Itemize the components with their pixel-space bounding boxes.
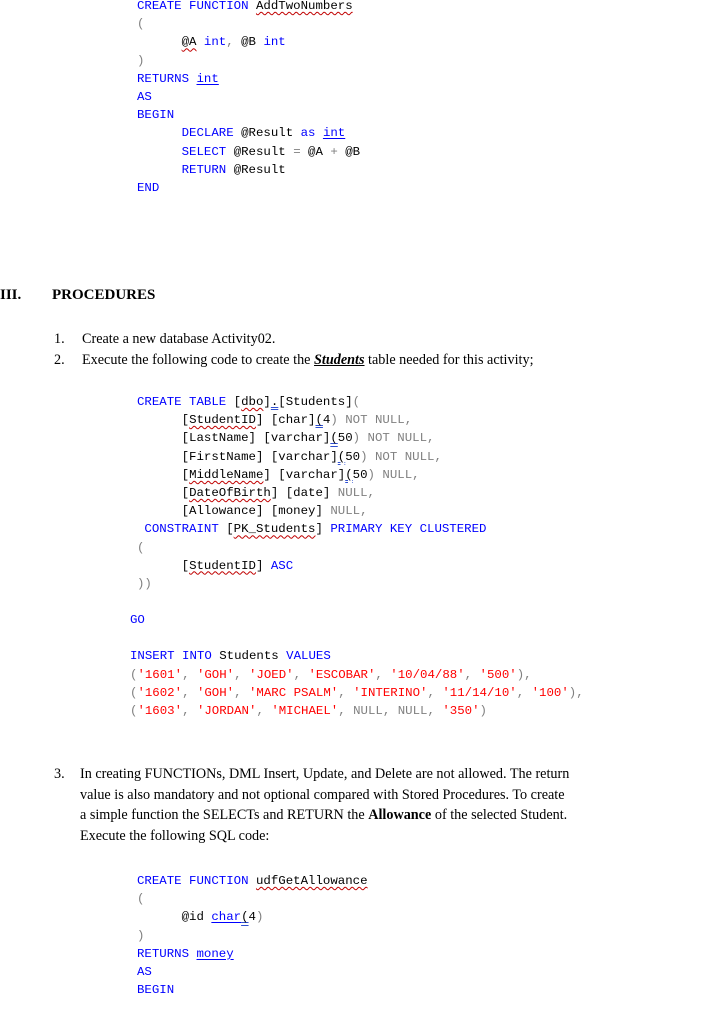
code-token: ,	[182, 667, 197, 682]
code-token: NOT NULL	[360, 431, 427, 446]
code-line	[137, 70, 360, 88]
code-token: RETURNS	[137, 946, 197, 961]
code-token: ]	[315, 522, 323, 537]
code-token: ,	[375, 667, 391, 682]
code-line	[137, 411, 487, 429]
code-token: 'JORDAN'	[196, 703, 257, 718]
code-line	[137, 502, 487, 520]
code-line	[137, 143, 360, 161]
code-line	[137, 448, 487, 466]
code-token: (	[130, 667, 138, 682]
step-2-text-before: Execute the following code to create the	[82, 352, 315, 368]
code-token: ,	[256, 703, 272, 718]
step-3-text	[80, 764, 720, 846]
code-token: @A	[181, 35, 197, 50]
step-3-line-3	[80, 805, 720, 826]
code-token: '1603'	[137, 703, 183, 718]
code-token: @B	[241, 35, 264, 50]
code-token: ASC	[263, 558, 294, 573]
students-emphasis: Students	[314, 352, 365, 368]
code-token: CREATE TABLE	[137, 395, 234, 409]
code-token: )	[360, 449, 368, 464]
code-token: (	[352, 395, 361, 409]
code-line	[130, 684, 584, 702]
code-token: as	[300, 126, 323, 141]
step-3-line-3-before: a simple function the SELECTs and RETURN the	[80, 807, 369, 823]
code-line	[137, 88, 360, 106]
code-token: [	[137, 485, 190, 500]
code-line	[130, 702, 584, 720]
code-token: ]	[263, 395, 271, 409]
code-token: BEGIN	[137, 108, 175, 123]
code-token: 50	[337, 431, 353, 446]
code-line	[137, 161, 360, 179]
code-token	[137, 126, 182, 140]
section-number: III.	[0, 287, 22, 303]
code-line	[137, 557, 487, 575]
code-line	[137, 908, 368, 926]
code-token: ] [date]	[270, 485, 331, 500]
code-line	[137, 33, 360, 51]
code-token: VALUES	[286, 649, 331, 664]
code-token: GO	[130, 613, 145, 627]
code-line	[137, 393, 487, 411]
code-token: @Result	[241, 126, 301, 141]
code-token: ,	[427, 431, 435, 446]
step-1-text: Create a new database Activity02.	[82, 331, 276, 347]
code-token: ,	[412, 467, 420, 482]
code-token: '11/14/10'	[442, 685, 517, 700]
code-token: ]	[255, 558, 264, 573]
code-token: )	[137, 53, 145, 68]
code-token: int	[196, 35, 227, 50]
code-token: 50	[352, 467, 368, 482]
code-token: NULL	[330, 485, 368, 500]
code-token: [Students]	[278, 395, 353, 409]
code-line	[137, 890, 368, 908]
code-token: ,	[427, 685, 443, 700]
code-token: 4	[322, 413, 331, 428]
code-token: DECLARE	[181, 126, 242, 141]
code-line	[137, 179, 360, 197]
code-token: int	[322, 126, 346, 141]
code-token: money	[196, 946, 234, 961]
code-token	[137, 145, 182, 159]
code-token: (	[137, 892, 145, 907]
code-token: ,	[427, 703, 443, 718]
code-token: (	[345, 467, 353, 482]
code-line	[137, 927, 368, 945]
code-token: ] [varchar]	[263, 467, 346, 482]
code-token: =	[293, 144, 301, 159]
code-token: NULL	[374, 467, 413, 482]
code-token: [	[137, 413, 190, 428]
code-token: ,	[382, 703, 398, 718]
code-token: '1602'	[137, 685, 183, 700]
code-line	[137, 52, 360, 70]
code-token: INSERT INTO	[130, 649, 220, 664]
code-token: dbo	[241, 395, 264, 409]
code-line	[137, 15, 360, 33]
code-token: @B	[337, 144, 361, 159]
code-token: '350'	[442, 703, 480, 718]
code-line	[130, 666, 584, 684]
code-token: 'MARC PSALM'	[249, 685, 339, 700]
code-line	[137, 124, 360, 142]
code-token: MiddleName	[189, 467, 264, 482]
code-token: +	[330, 144, 338, 159]
code-token: ] [char]	[255, 413, 316, 428]
code-token: )	[330, 413, 338, 428]
code-token: ,	[367, 485, 375, 500]
allowance-bold: Allowance	[368, 807, 432, 823]
code-token: 'JOED'	[249, 667, 294, 682]
code-token: .	[270, 395, 279, 409]
code-line	[137, 466, 487, 484]
code-token: ,	[234, 685, 249, 700]
code-token: NULL	[353, 703, 383, 718]
code-block-add-two-numbers	[137, 0, 360, 197]
code-token: ,	[338, 703, 354, 718]
code-token: ,	[182, 685, 197, 700]
code-token	[137, 35, 182, 49]
code-token: CREATE FUNCTION	[137, 874, 256, 888]
code-token: int	[196, 71, 219, 86]
code-line	[137, 981, 368, 999]
code-token: StudentID	[189, 558, 256, 573]
code-token: @A	[300, 144, 331, 159]
code-token: ,	[234, 667, 249, 682]
code-token: RETURN	[181, 162, 234, 177]
code-token: (	[241, 910, 249, 925]
code-block-create-table	[137, 393, 487, 593]
code-token: BEGIN	[137, 983, 175, 998]
code-token: [	[137, 558, 190, 573]
code-token: @Result	[233, 144, 294, 159]
step-1-number: 1.	[54, 331, 65, 347]
code-token: ,	[404, 413, 413, 428]
code-token: '10/04/88'	[390, 667, 465, 682]
code-token: 'GOH'	[196, 685, 235, 700]
code-token: AddTwoNumbers	[255, 0, 353, 13]
code-token: '1601'	[137, 667, 183, 682]
code-token: ,	[434, 449, 442, 464]
code-line	[130, 629, 584, 647]
code-token: )	[255, 910, 264, 925]
step-3-number: 3.	[54, 766, 65, 782]
code-line	[137, 484, 487, 502]
code-token: Students	[219, 649, 287, 664]
code-token: (	[137, 17, 145, 32]
step-3-line-2: value is also mandatory and not optional compared with Stored Procedures. To create	[80, 786, 565, 803]
code-token: )	[479, 703, 487, 718]
code-token: [FirstName] [varchar]	[137, 449, 338, 464]
code-token: NOT NULL	[367, 449, 435, 464]
code-token: [	[226, 522, 234, 537]
code-line	[137, 872, 368, 890]
code-token: [LastName] [varchar]	[137, 431, 331, 446]
step-2-text	[82, 351, 534, 370]
code-line	[137, 575, 487, 593]
code-token: 4	[248, 910, 256, 925]
step-2-text-after: table needed for this activity;	[364, 352, 534, 368]
code-token: AS	[137, 964, 152, 979]
code-token: [	[233, 395, 242, 409]
code-token: 50	[345, 449, 361, 464]
code-token: (	[337, 449, 346, 464]
code-token: 'ESCOBAR'	[308, 667, 376, 682]
code-token: CREATE FUNCTION	[137, 0, 256, 13]
code-token: ,	[516, 685, 532, 700]
code-line	[137, 963, 368, 981]
code-token: int	[263, 35, 286, 50]
code-line	[137, 945, 368, 963]
code-token: ,	[360, 504, 368, 519]
code-line	[137, 429, 487, 447]
code-token: ,	[338, 685, 354, 700]
code-token: AS	[137, 89, 152, 104]
code-token: )	[367, 467, 375, 482]
code-token: )	[352, 431, 361, 446]
code-token: PK_Students	[233, 522, 316, 537]
code-line	[130, 647, 584, 665]
code-token: PRIMARY KEY CLUSTERED	[322, 522, 487, 537]
code-token: DateOfBirth	[189, 485, 271, 500]
code-token: (	[130, 685, 138, 700]
step-2-number: 2.	[54, 352, 65, 368]
code-line	[130, 611, 584, 629]
code-token: 'MICHAEL'	[271, 703, 339, 718]
section-title: PROCEDURES	[52, 287, 156, 303]
code-line	[137, 539, 487, 557]
code-block-udf-get-allowance	[137, 872, 368, 999]
code-token: SELECT	[181, 144, 234, 159]
code-token: @Result	[233, 162, 286, 177]
code-token: StudentID	[189, 413, 256, 428]
code-token: ,	[293, 667, 309, 682]
code-token: NULL	[322, 504, 361, 519]
code-line	[137, 106, 360, 124]
code-token	[137, 163, 182, 177]
code-token: @id	[137, 910, 212, 925]
code-token: ),	[568, 685, 584, 700]
code-line	[137, 0, 360, 15]
code-token: [Allowance] [money]	[137, 504, 323, 519]
code-token: ,	[226, 35, 242, 50]
step-3-line-3-after: of the selected Student.	[431, 807, 568, 823]
code-token: END	[137, 180, 160, 195]
code-token: [	[137, 467, 190, 482]
step-3-line-1: In creating FUNCTIONs, DML Insert, Update, and Delete are not allowed. The return	[80, 766, 570, 782]
code-token: ),	[516, 667, 532, 682]
code-token: '500'	[479, 667, 517, 682]
code-token: '100'	[531, 685, 569, 700]
code-token: udfGetAllowance	[255, 874, 368, 888]
code-block-insert	[130, 611, 584, 720]
code-token: char	[211, 910, 242, 925]
code-token: CONSTRAINT	[137, 522, 227, 537]
code-token: (	[130, 703, 138, 718]
code-token: RETURNS	[137, 71, 197, 86]
code-token: )	[137, 928, 145, 943]
code-token: 'GOH'	[196, 667, 235, 682]
code-token: ,	[464, 667, 480, 682]
code-token: NULL	[397, 703, 428, 718]
step-3-line-4: Execute the following SQL code:	[80, 827, 270, 844]
code-token: ,	[182, 703, 197, 718]
code-token: NOT NULL	[337, 413, 405, 428]
code-line	[137, 520, 487, 538]
code-token: ))	[137, 576, 152, 591]
code-token: (	[330, 431, 338, 446]
code-token: (	[137, 540, 145, 555]
code-token: 'INTERINO'	[353, 685, 428, 700]
code-token: (	[315, 413, 323, 428]
